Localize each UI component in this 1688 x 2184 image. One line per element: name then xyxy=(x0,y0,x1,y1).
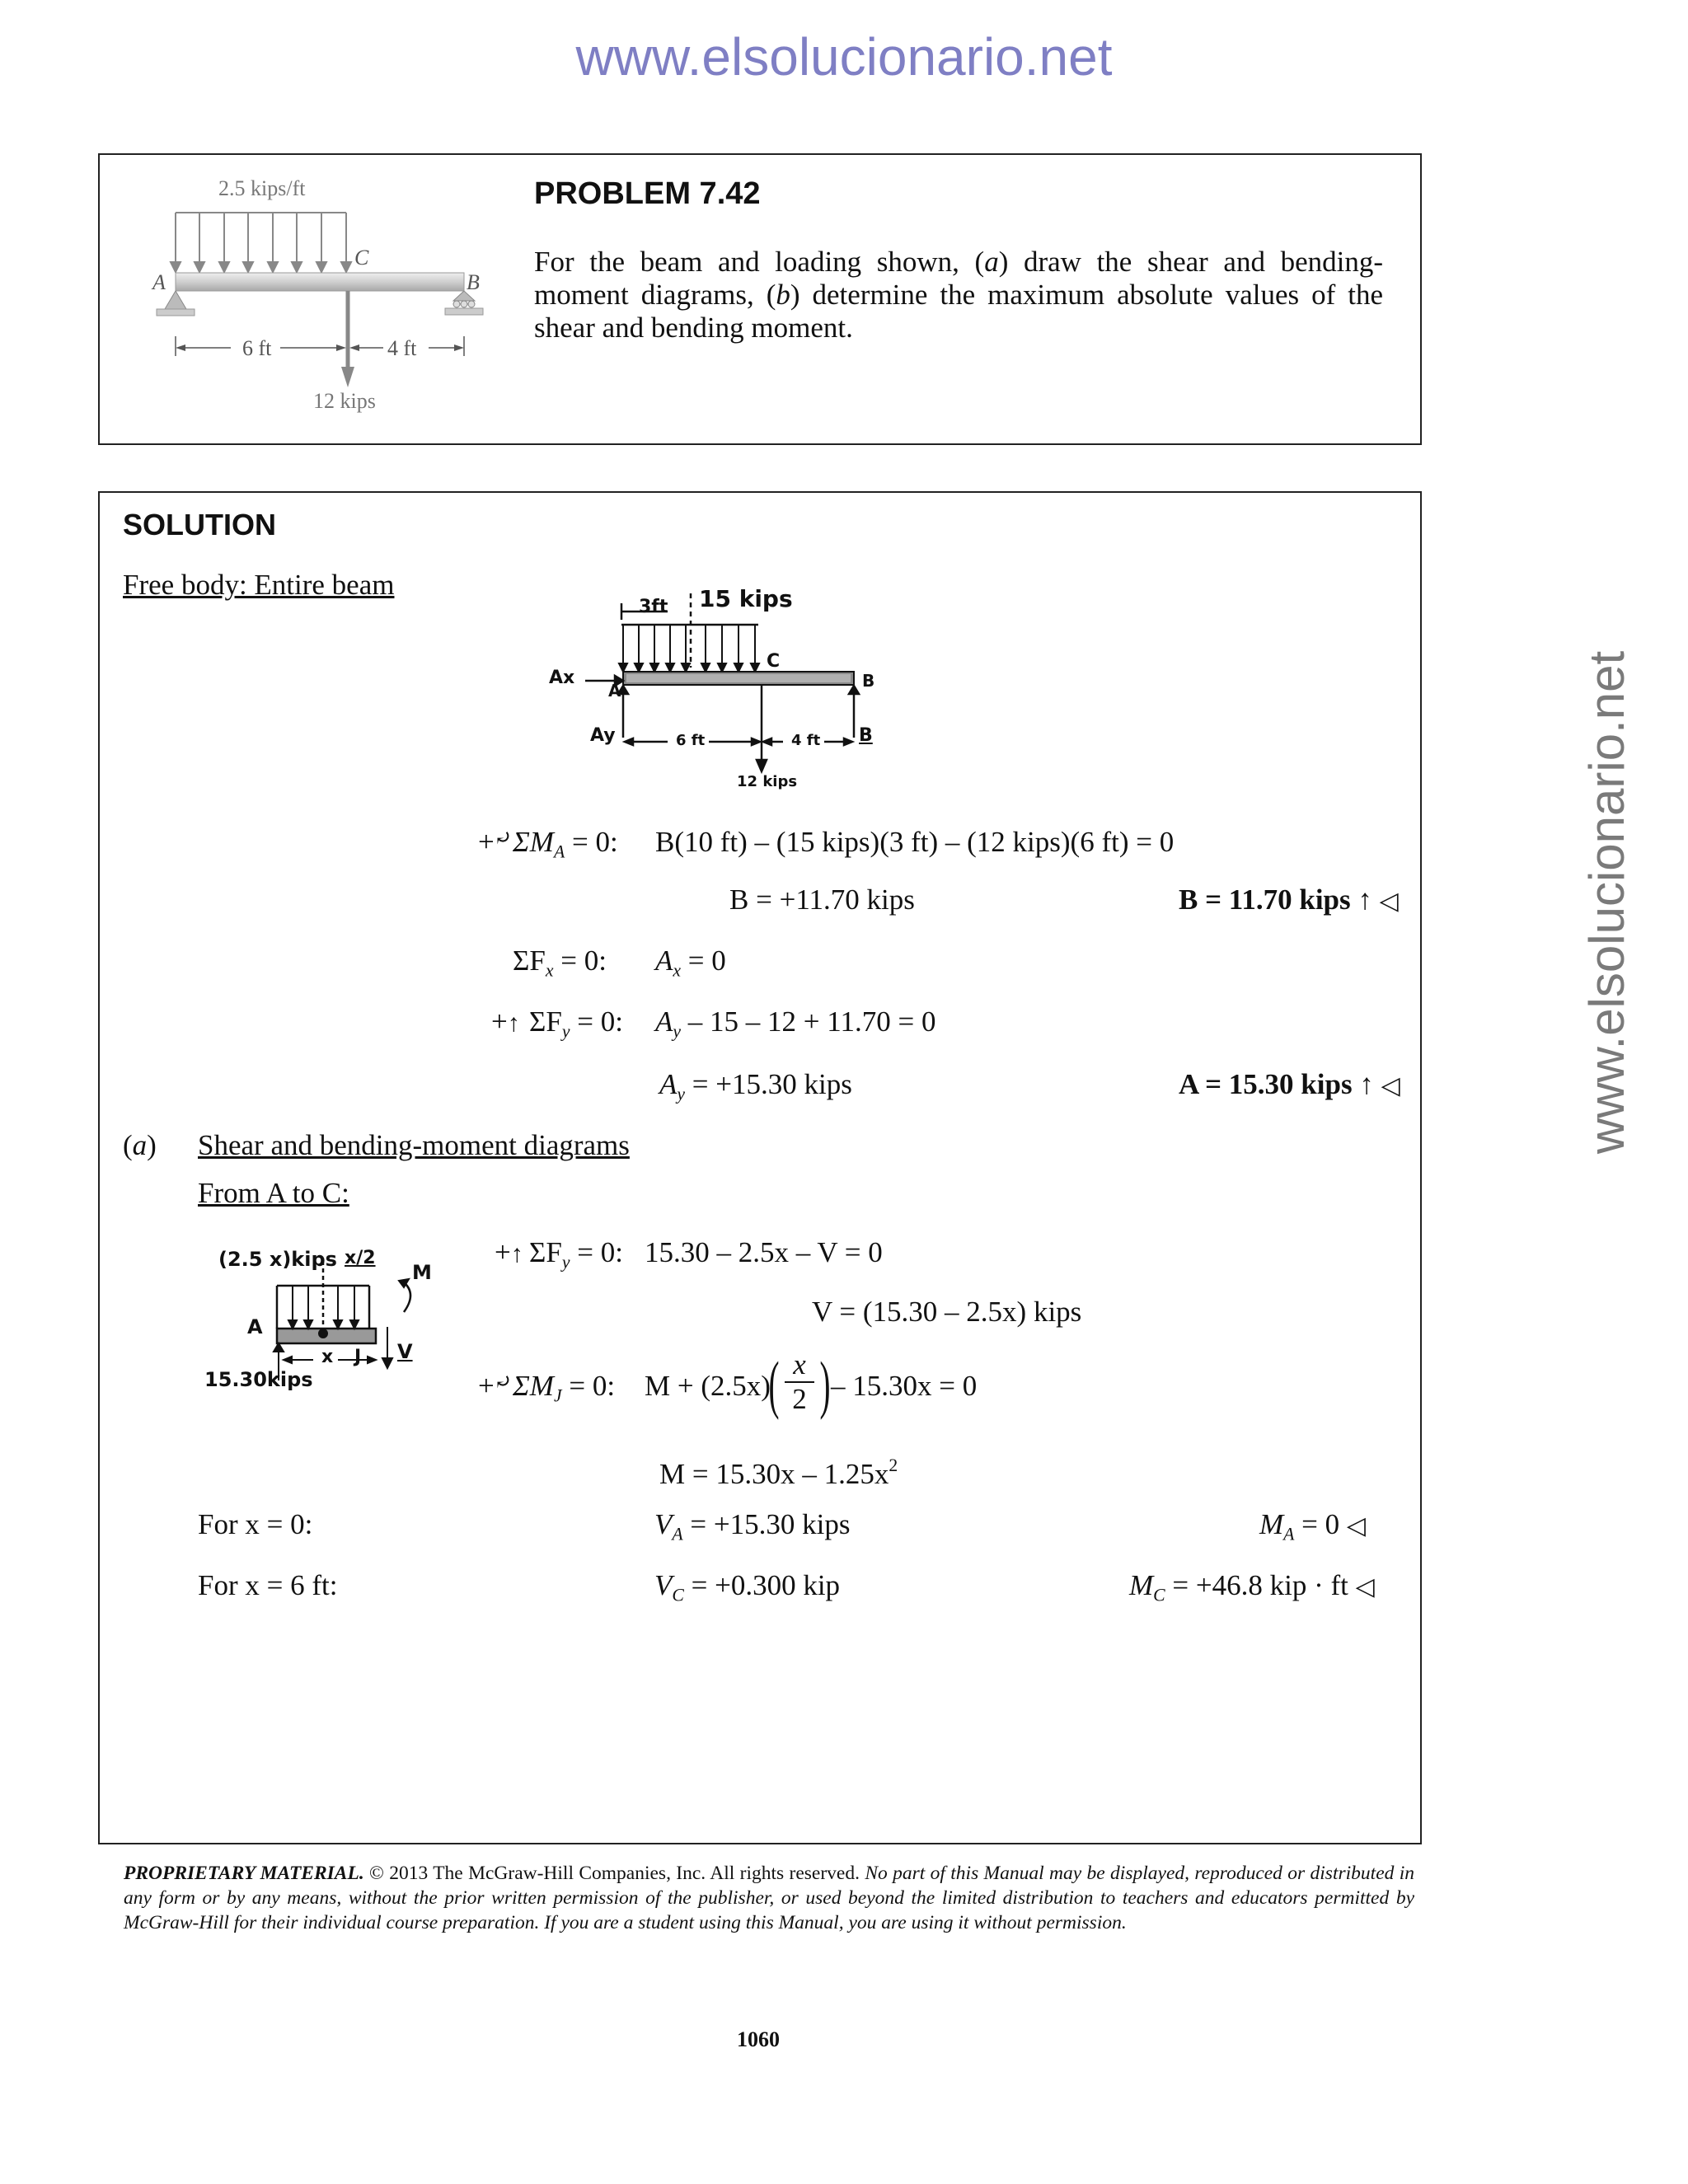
segment-half: x/2 xyxy=(345,1248,376,1268)
row2-for: For x = 6 ft: xyxy=(198,1569,338,1601)
fbd-sketch xyxy=(544,585,890,791)
eq5-fraction: ( x 2 ) xyxy=(768,1348,831,1420)
answer-mark-icon: ◁ xyxy=(1355,1572,1375,1601)
eq3-rhs: $A_y - 15 - 12 + 11.70 = 0$ xyxy=(655,1005,936,1042)
eq1-result: B = +11.70 kips xyxy=(729,883,915,916)
fbd-C: C xyxy=(767,651,781,672)
eq5-rhs-post: – 15.30x = 0 xyxy=(831,1370,978,1402)
up-arrow-icon: ↑ xyxy=(1359,1068,1374,1100)
eq5: $\Sigma M_J = 0$: xyxy=(513,1370,616,1406)
row1-V: $V_A = +15.30$ kips xyxy=(654,1508,851,1544)
eq1-sign: +⤾ xyxy=(478,826,513,858)
eq4-result: V = (15.30 – 2.5x) kips xyxy=(812,1296,1082,1328)
segment-reaction: 15.30kips xyxy=(204,1368,313,1391)
fbd-resultant: 15 kips xyxy=(699,585,793,612)
from-label: From A to C: xyxy=(198,1177,349,1209)
paren-right-icon: ) xyxy=(819,1348,831,1420)
eq2: $\Sigma F_x = 0$: xyxy=(513,944,607,981)
fbd-load: 12 kips xyxy=(737,773,798,790)
figure-label-C: C xyxy=(354,246,369,269)
fbd-Ax: Ax xyxy=(549,668,575,688)
eq3: $\Sigma F_y = 0$: xyxy=(529,1005,623,1042)
segment-M: M xyxy=(412,1261,432,1284)
watermark-top: www.elsolucionario.net xyxy=(575,27,1113,87)
fbd-dim-3ft: 3ft xyxy=(639,597,668,617)
segment-A: A xyxy=(247,1315,263,1338)
figure-dim-right: 4 ft xyxy=(387,336,417,360)
fbd-B: B xyxy=(862,671,875,691)
fbd-Ay: Ay xyxy=(590,725,616,746)
answer-mark-icon: ◁ xyxy=(1381,1071,1400,1100)
eq3-result: $A_y = +15.30$ kips xyxy=(659,1068,852,1104)
segment-J: J xyxy=(354,1347,362,1367)
figure-label-A: A xyxy=(152,270,166,294)
segment-x: x xyxy=(321,1347,334,1367)
page-number: 1060 xyxy=(737,2027,780,2051)
segment-load: (2.5 x)kips xyxy=(218,1248,337,1271)
row1-M: $M_A = 0$ ◁ xyxy=(1259,1508,1366,1544)
free-body-title: Free body: Entire beam xyxy=(123,569,395,601)
eq3-answer: A = 15.30 kips ↑ ◁ xyxy=(1179,1068,1400,1100)
figure-dim-left: 6 ft xyxy=(242,336,272,360)
eq4: $\Sigma F_y = 0$: xyxy=(529,1236,623,1272)
segment-V: V xyxy=(397,1340,413,1363)
figure-label-B: B xyxy=(467,270,480,294)
part-a-label: (a) xyxy=(123,1129,157,1161)
answer-mark-icon: ◁ xyxy=(1379,887,1399,916)
eq5-result: $M = 15.30x - 1.25x^2$ xyxy=(659,1455,898,1491)
eq1: $\Sigma M_A = 0$: xyxy=(513,826,618,862)
eq4-rhs: 15.30 – 2.5x – V = 0 xyxy=(645,1236,883,1268)
fbd-B-react: B xyxy=(859,725,873,746)
problem-statement: For the beam and loading shown, (a) draw the shear and bending-moment diagrams, (b) determine the maximum absolute values of the shear and bending moment. xyxy=(534,246,1383,344)
fbd-dim-6ft: 6 ft xyxy=(676,732,706,749)
row1-for: For x = 0: xyxy=(198,1508,313,1540)
part-a-title: Shear and bending-moment diagrams xyxy=(198,1129,630,1161)
figure-load-label: 2.5 kips/ft xyxy=(218,176,306,200)
fbd-dim-4ft: 4 ft xyxy=(791,732,821,749)
eq1-rhs: B(10 ft) – (15 kips)(3 ft) – (12 kips)(6 ft) = 0 xyxy=(655,826,1175,858)
up-arrow-icon: ↑ xyxy=(1357,883,1372,916)
eq2-rhs: $A_x = 0$ xyxy=(655,944,726,981)
footer-copyright: PROPRIETARY MATERIAL. © 2013 The McGraw-Hill Companies, Inc. All rights reserved. No part of this Manual may be displayed, reproduced or distributed in any form or by any means, without the prior written permission of the publisher, or used beyond the limited distribution to teachers and educators permitted by McGraw-Hill for their individual course preparation. If you are a student using this Manual, you are using it without permission. xyxy=(124,1863,1415,1933)
eq1-answer: B = 11.70 kips ↑ ◁ xyxy=(1179,883,1399,916)
problem-title: PROBLEM 7.42 xyxy=(534,176,761,211)
watermark-side xyxy=(1578,449,1635,1356)
eq3-sign: +↑ xyxy=(491,1005,520,1038)
paren-left-icon: ( xyxy=(768,1348,780,1420)
eq5-rhs-pre: M + (2.5x) xyxy=(645,1370,771,1402)
eq5-sign: +⤾ xyxy=(478,1370,513,1402)
solution-heading: SOLUTION xyxy=(123,508,276,541)
answer-mark-icon: ◁ xyxy=(1346,1511,1366,1540)
row2-V: $V_C = +0.300$ kip xyxy=(654,1569,841,1605)
row2-M: $M_C = +46.8$ kip · ft ◁ xyxy=(1129,1569,1375,1605)
eq4-sign: +↑ xyxy=(495,1236,523,1268)
figure-point-load: 12 kips xyxy=(313,389,376,413)
watermark-side-text: www.elsolucionario.net xyxy=(1579,650,1634,1155)
fbd-A: A xyxy=(608,681,621,701)
